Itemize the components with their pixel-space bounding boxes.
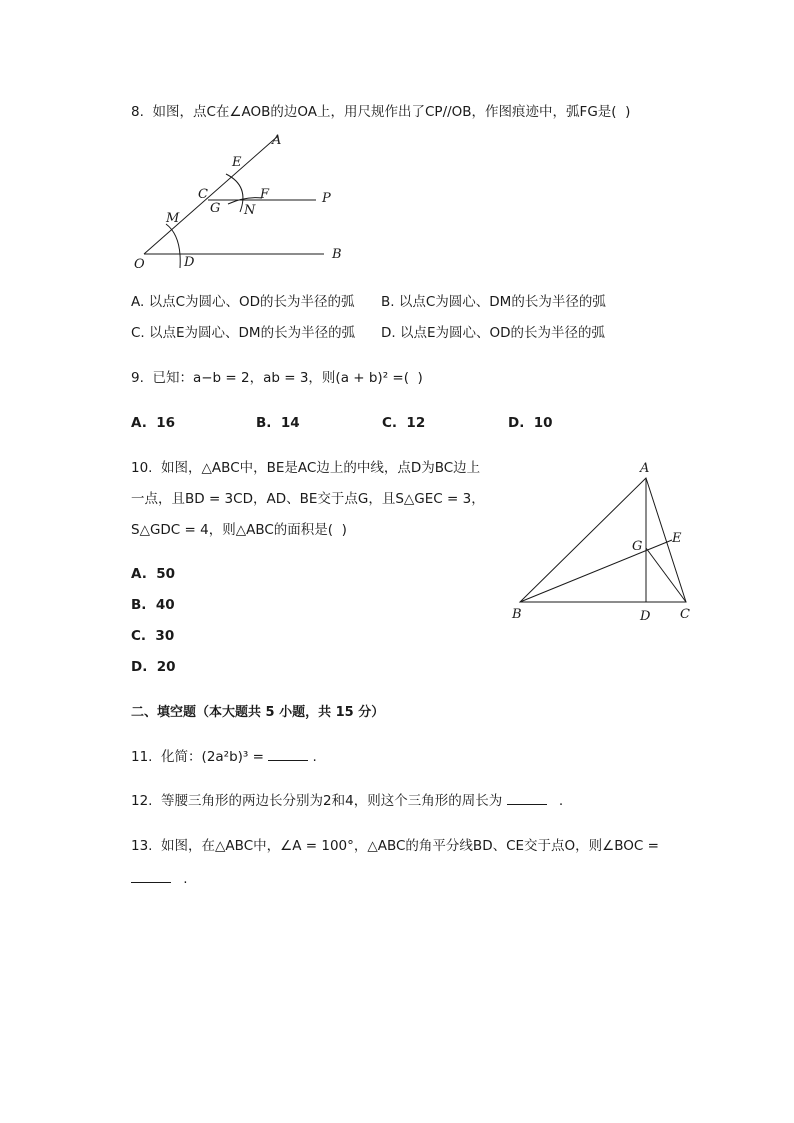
q8-label-o: O [134,257,145,272]
q10-figure [506,456,706,626]
q8-label-n: N [244,203,256,218]
section-heading: 二、填空题（本大题共 5 小题，共 15 分） [131,705,385,720]
q10-stem-line1: 10. 如图，△ABC中，BE是AC边上的中线，点D为BC边上 [131,460,481,476]
q12-stem: 12. 等腰三角形的两边长分别为2和4，则这个三角形的周长为 [131,793,503,809]
q10-option-b: B. 40 [131,597,175,613]
q8-label-p: P [322,191,331,206]
q8-label-b: B [332,247,342,262]
q12-answer-blank[interactable] [507,792,547,805]
q12-tail: . [558,793,564,809]
q10-stem-line2: 一点，且BD = 3CD，AD、BE交于点G，且S△GEC = 3， [131,491,485,507]
q10-segment-gc [646,548,686,602]
q8-label-c: C [198,187,208,202]
q8-ray-oa [144,136,278,254]
q9-option-d: D. 10 [508,415,553,431]
q11-line [131,748,317,766]
q10-option-d: D. 20 [131,659,176,675]
q13-stem: 13. 如图，在△ABC中，∠A = 100°，△ABC的角平分线BD、CE交于点O，则∠BOC = [131,838,659,854]
q10-label-g: G [632,539,643,554]
q8-label-g: G [210,201,221,216]
q13-line2 [131,870,188,888]
q8-option-b: B. 以点C为圆心、DM的长为半径的弧 [381,294,606,310]
q8-label-d: D [184,255,195,270]
q13-answer-blank[interactable] [131,870,171,883]
q8-figure [128,128,358,273]
q9-option-b: B. 14 [256,415,300,431]
q8-label-m: M [166,211,180,226]
q8-label-a: A [272,133,282,148]
q11-tail: . [312,749,317,765]
q8-option-d: D. 以点E为圆心、OD的长为半径的弧 [381,325,606,341]
q10-label-d: D [640,609,651,624]
q9-option-c: C. 12 [382,415,426,431]
q10-label-b: B [512,607,522,622]
q9-stem: 9. 已知：a−b = 2，ab = 3，则(a + b)² =( ) [131,370,423,386]
q10-segment-be [520,540,672,602]
q10-triangle-abc [520,478,686,602]
q13-tail: . [183,871,188,887]
q8-label-f: F [260,187,270,202]
q8-option-a: A. 以点C为圆心、OD的长为半径的弧 [131,294,355,310]
q11-answer-blank[interactable] [268,748,308,761]
q10-option-c: C. 30 [131,628,175,644]
q8-arc-md [166,224,180,268]
q10-stem-line3: S△GDC = 4，则△ABC的面积是( ) [131,522,347,538]
q10-label-c: C [680,607,690,622]
q12-line [131,792,563,810]
q9-option-a: A. 16 [131,415,176,431]
q10-option-a: A. 50 [131,566,176,582]
q10-label-a: A [640,461,650,476]
q11-stem: 11. 化简：(2a²b)³ = [131,749,264,765]
q8-stem: 8. 如图，点C在∠AOB的边OA上，用尺规作出了CP//OB，作图痕迹中，弧FG是( ) [131,104,631,120]
q8-option-c: C. 以点E为圆心、DM的长为半径的弧 [131,325,356,341]
q10-label-e: E [672,531,682,546]
q8-label-e: E [232,155,242,170]
